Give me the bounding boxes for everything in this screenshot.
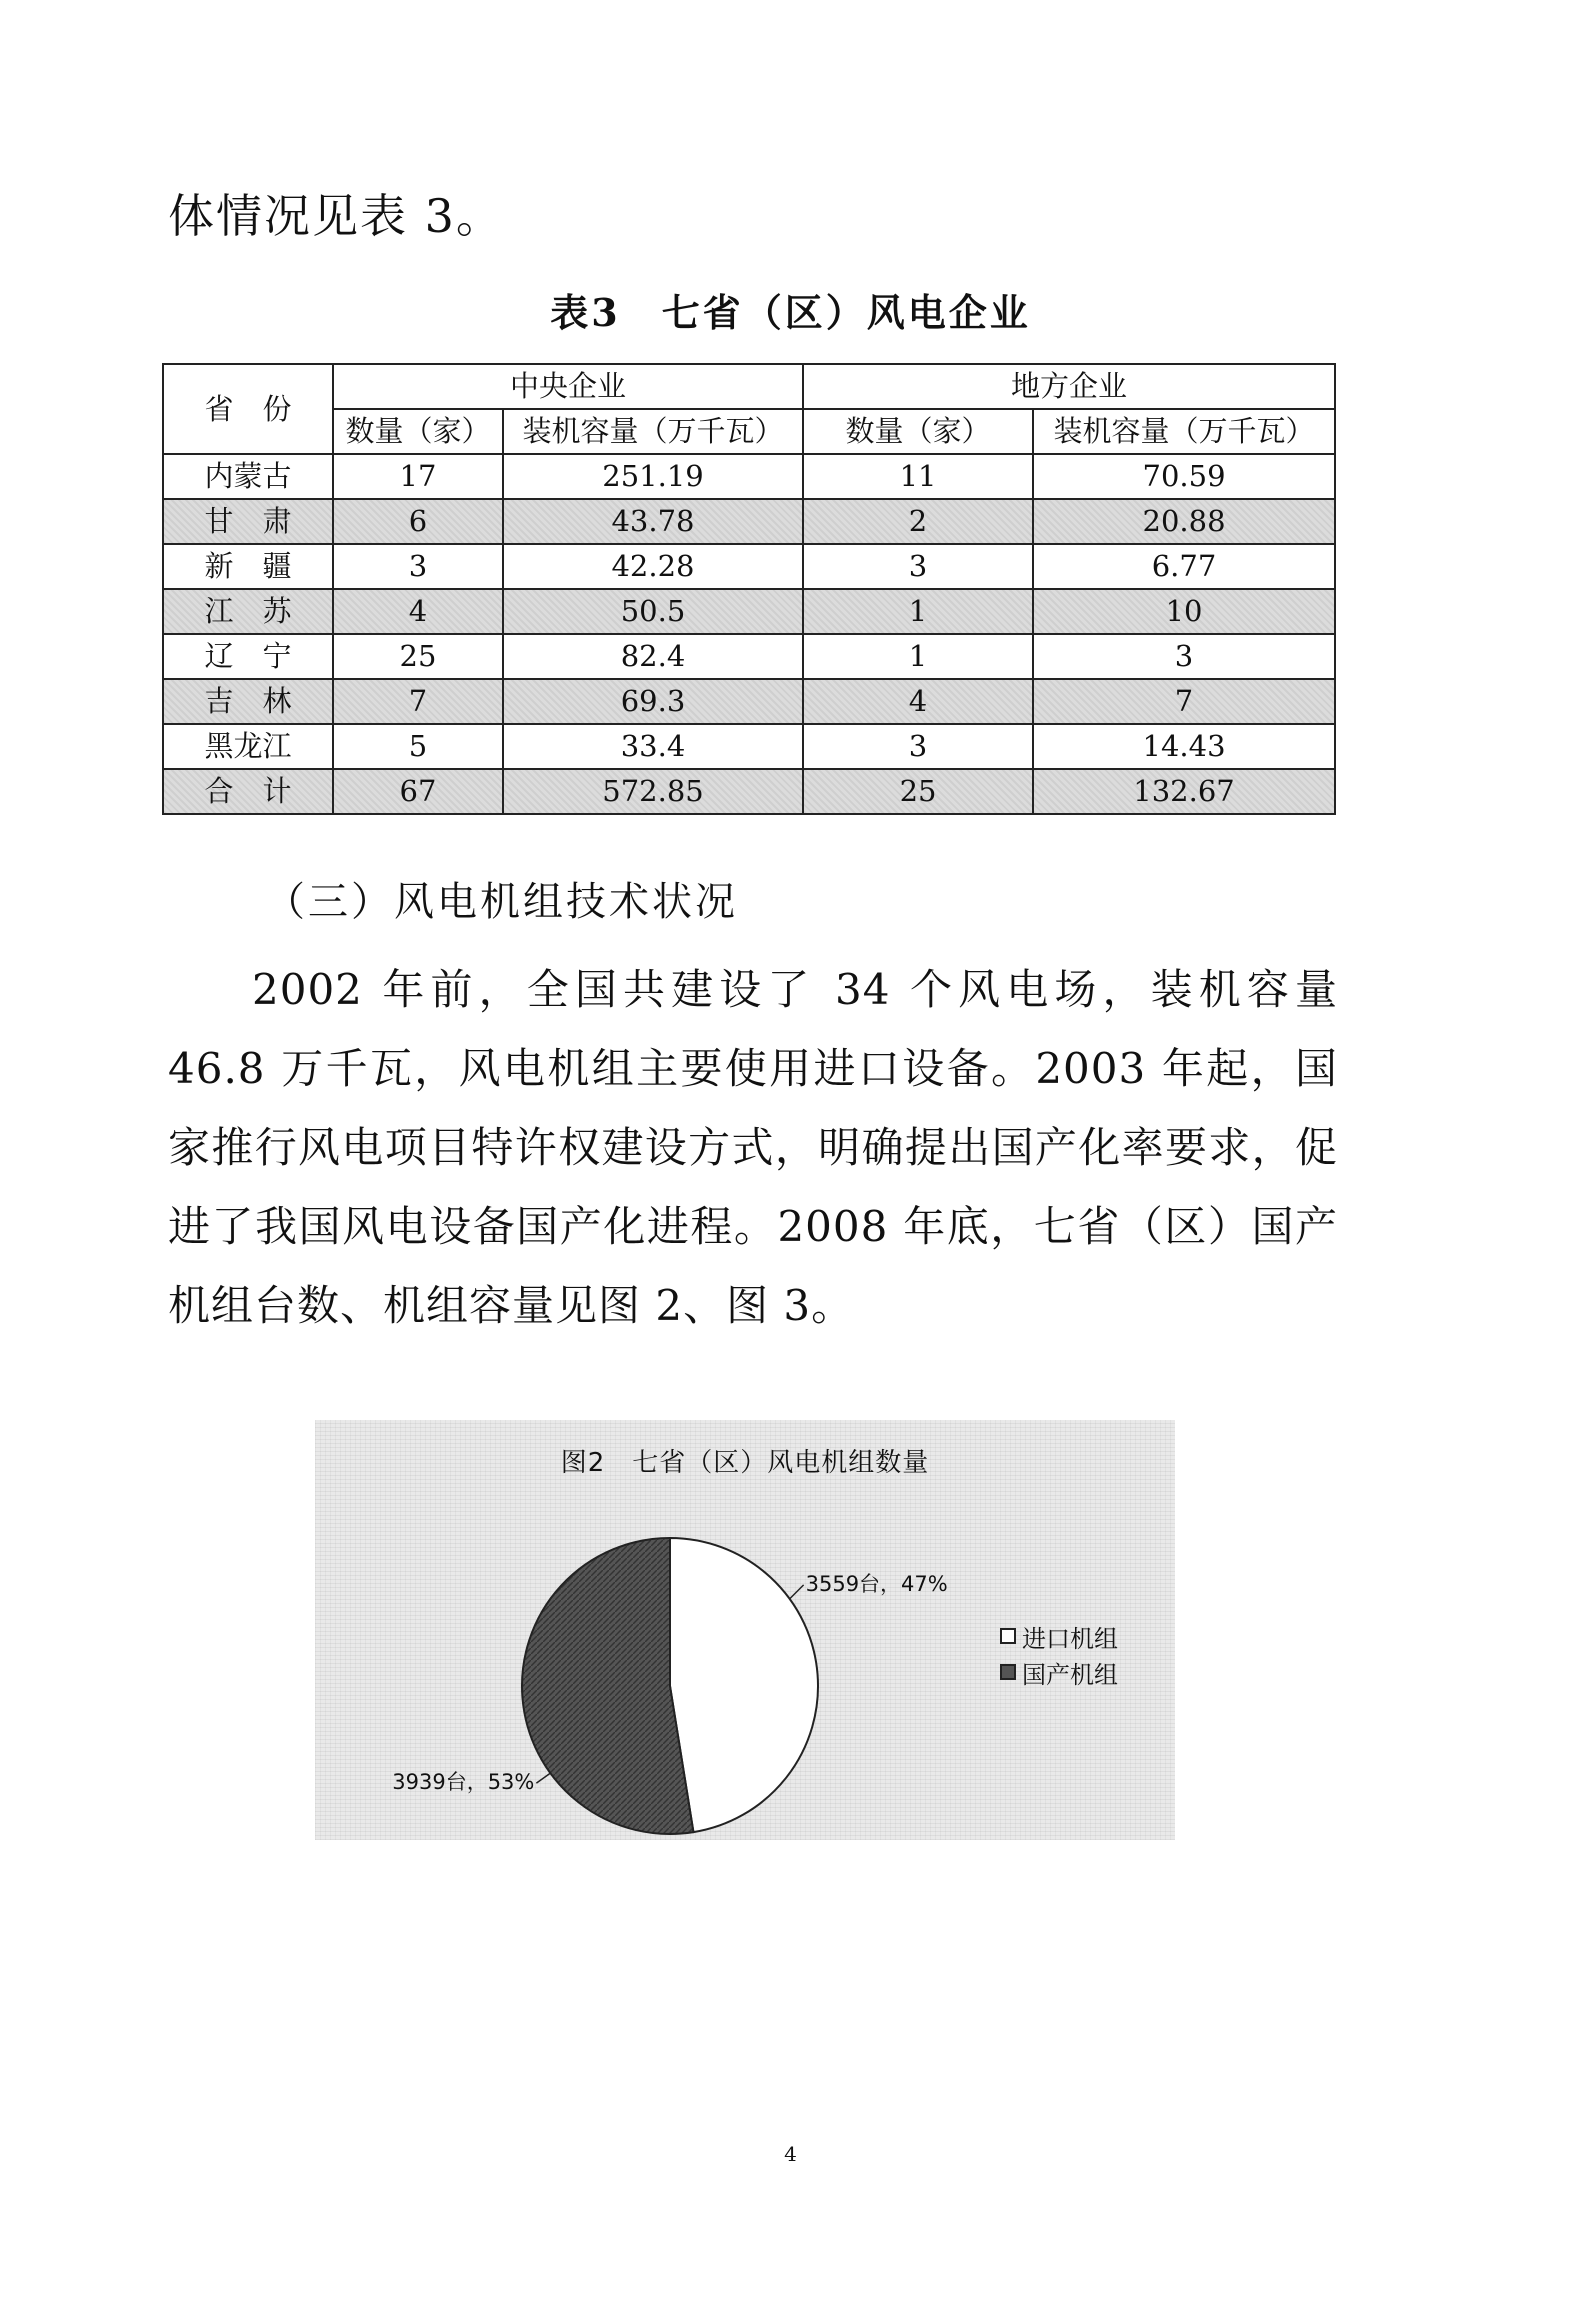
table-row	[163, 724, 1335, 769]
table-header-row	[163, 364, 1335, 409]
cell-province: 新 疆	[163, 544, 333, 589]
leader-line-imported	[790, 1585, 804, 1599]
cell-central-count: 17	[333, 454, 503, 499]
cell-province: 辽 宁	[163, 634, 333, 679]
table-row	[163, 679, 1335, 724]
cell-central-capacity: 572.85	[503, 769, 803, 814]
legend-label-imported: 进口机组	[1022, 1624, 1118, 1653]
section-heading: （三）风电机组技术状况	[265, 879, 738, 925]
cell-central-capacity: 42.28	[503, 544, 803, 589]
cell-local-capacity: 7	[1033, 679, 1335, 724]
header-local-count: 数量（家）	[803, 409, 1033, 454]
cell-local-capacity: 70.59	[1033, 454, 1335, 499]
chart-title: 图2 七省（区）风电机组数量	[560, 1448, 930, 1478]
cell-local-count: 2	[803, 499, 1033, 544]
table-subheader-row	[163, 409, 1335, 454]
cell-province: 黑龙江	[163, 724, 333, 769]
cell-central-capacity: 69.3	[503, 679, 803, 724]
cell-local-count: 3	[803, 724, 1033, 769]
pie-slice-imported	[670, 1538, 818, 1832]
cell-central-count: 25	[333, 634, 503, 679]
cell-central-count: 3	[333, 544, 503, 589]
cell-local-count: 25	[803, 769, 1033, 814]
cell-central-capacity: 251.19	[503, 454, 803, 499]
legend-item-domestic	[1000, 1654, 1118, 1690]
cell-province: 江 苏	[163, 589, 333, 634]
chart-legend	[1000, 1618, 1118, 1690]
page-number: 4	[784, 2142, 797, 2166]
cell-central-capacity: 33.4	[503, 724, 803, 769]
header-central-count: 数量（家）	[333, 409, 503, 454]
table-row	[163, 634, 1335, 679]
wind-enterprise-table	[162, 363, 1336, 815]
cell-local-count: 3	[803, 544, 1033, 589]
header-province: 省 份	[163, 364, 333, 454]
cell-local-capacity: 6.77	[1033, 544, 1335, 589]
table-row	[163, 454, 1335, 499]
table-row	[163, 544, 1335, 589]
table-row	[163, 589, 1335, 634]
legend-swatch-imported	[1000, 1628, 1016, 1644]
legend-swatch-domestic	[1000, 1664, 1016, 1680]
cell-central-capacity: 50.5	[503, 589, 803, 634]
body-paragraph: 2002 年前，全国共建设了 34 个风电场，装机容量 46.8 万千瓦，风电机组主要使用进口设备。2003 年起，国家推行风电项目特许权建设方式，明确提出国产化率要求，促进了我国风电设备国产化进程。2008 年底，七省（区）国产机组台数、机组容量见图 2、图 3。	[168, 965, 1338, 1330]
cell-central-capacity: 43.78	[503, 499, 803, 544]
data-label-domestic: 3939台，53%	[392, 1770, 535, 1795]
table-total-row	[163, 769, 1335, 814]
cell-local-capacity: 3	[1033, 634, 1335, 679]
header-local: 地方企业	[803, 364, 1335, 409]
cell-local-count: 1	[803, 589, 1033, 634]
header-local-capacity: 装机容量（万千瓦）	[1033, 409, 1335, 454]
cell-central-count: 5	[333, 724, 503, 769]
intro-line: 体情况见表 3。	[168, 189, 504, 243]
cell-province: 甘 肃	[163, 499, 333, 544]
table-caption: 表3 七省（区）风电企业	[550, 290, 1031, 335]
data-label-imported: 3559台，47%	[805, 1571, 948, 1596]
cell-local-count: 11	[803, 454, 1033, 499]
cell-province: 合 计	[163, 769, 333, 814]
cell-local-capacity: 132.67	[1033, 769, 1335, 814]
pie-slice-domestic	[522, 1538, 693, 1834]
cell-central-count: 4	[333, 589, 503, 634]
cell-central-count: 7	[333, 679, 503, 724]
cell-local-capacity: 20.88	[1033, 499, 1335, 544]
leader-line-domestic	[536, 1773, 550, 1783]
legend-item-imported	[1000, 1618, 1118, 1654]
cell-central-capacity: 82.4	[503, 634, 803, 679]
cell-local-count: 4	[803, 679, 1033, 724]
legend-label-domestic: 国产机组	[1022, 1660, 1118, 1689]
cell-local-capacity: 10	[1033, 589, 1335, 634]
cell-local-capacity: 14.43	[1033, 724, 1335, 769]
cell-province: 内蒙古	[163, 454, 333, 499]
table-row	[163, 499, 1335, 544]
cell-local-count: 1	[803, 634, 1033, 679]
cell-province: 吉 林	[163, 679, 333, 724]
header-central: 中央企业	[333, 364, 803, 409]
pie-chart-figure	[315, 1420, 1175, 1840]
cell-central-count: 67	[333, 769, 503, 814]
cell-central-count: 6	[333, 499, 503, 544]
header-central-capacity: 装机容量（万千瓦）	[503, 409, 803, 454]
